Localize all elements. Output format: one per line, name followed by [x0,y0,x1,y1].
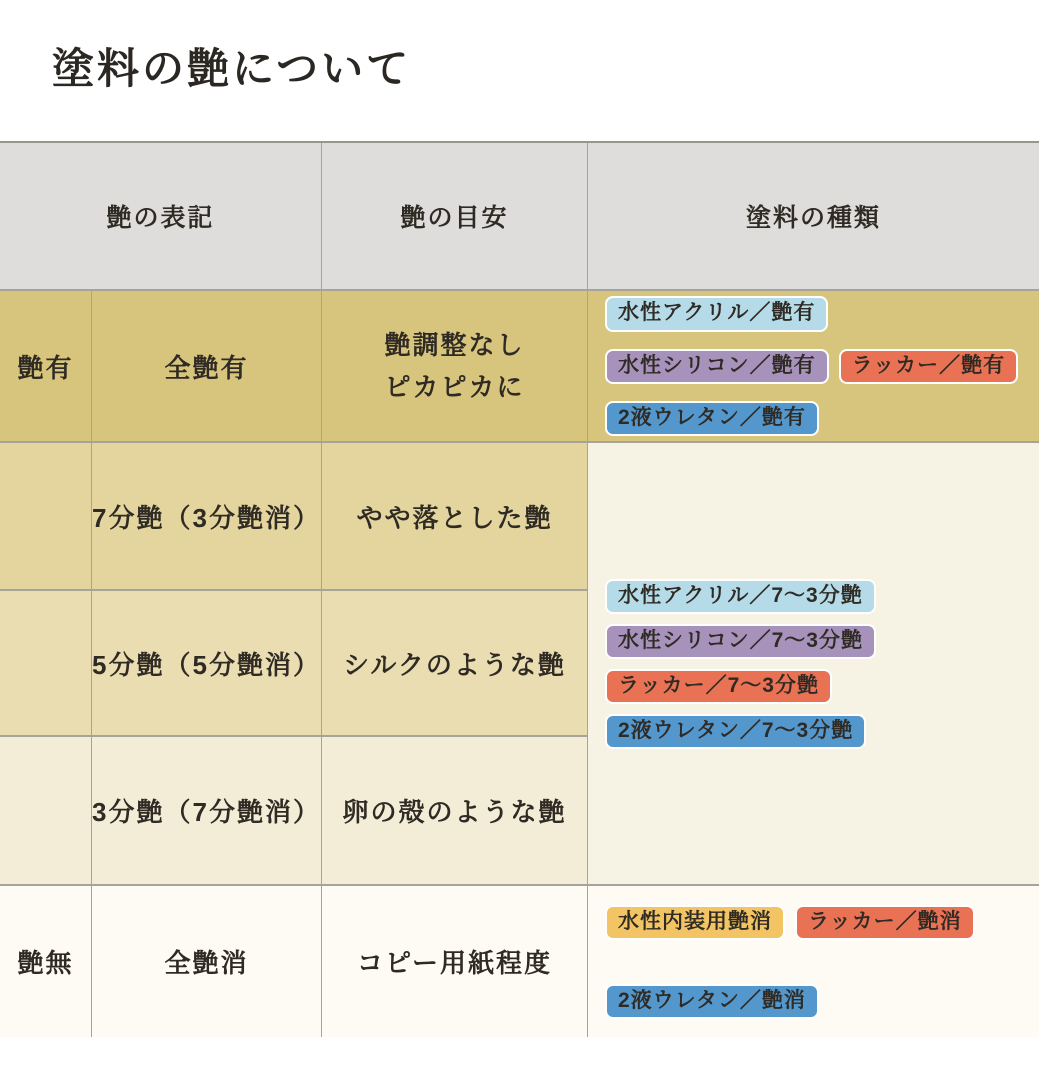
notation-full-matte: 全艶消 [92,886,322,1037]
paint-type-badge: 2液ウレタン／7～3分艶 [605,714,866,749]
paint-type-badge: 2液ウレタン／艶有 [605,401,819,436]
category-spacer-3 [0,737,92,886]
guideline-5bu-gloss: シルクのような艶 [322,591,588,737]
paint-type-badge: ラッカー／艶有 [839,349,1019,384]
guideline-3bu-gloss: 卵の殻のような艶 [322,737,588,886]
notation-7bu-gloss: 7分艶（3分艶消） [92,443,322,591]
header-paint-types: 塗料の種類 [588,143,1039,291]
paint-type-badge: ラッカー／艶消 [795,905,975,940]
notation-3bu-gloss: 3分艶（7分艶消） [92,737,322,886]
category-spacer-7 [0,443,92,591]
paint-type-badge: 水性シリコン／7～3分艶 [605,624,876,659]
category-spacer-5 [0,591,92,737]
paint-types-matte [588,886,1039,1037]
paint-type-badge: ラッカー／7～3分艶 [605,669,832,704]
paint-type-badge: 2液ウレタン／艶消 [605,984,819,1019]
category-matte: 艶無 [0,886,92,1037]
category-glossy: 艶有 [0,291,92,443]
paint-type-badge: 水性シリコン／艶有 [605,349,829,384]
notation-5bu-gloss: 5分艶（5分艶消） [92,591,322,737]
paint-type-badge: 水性アクリル／7～3分艶 [605,579,876,614]
paint-type-badge: 水性内装用艶消 [605,905,785,940]
header-gloss-guideline: 艶の目安 [322,143,588,291]
header-gloss-notation: 艶の表記 [0,143,322,291]
guideline-full-matte: コピー用紙程度 [322,886,588,1037]
paint-types-glossy [588,291,1039,443]
gloss-table [0,141,1039,1037]
paint-types-mid-gloss [588,443,1039,886]
guideline-full-gloss [322,291,588,443]
guideline-7bu-gloss: やや落とした艶 [322,443,588,591]
page-title: 塗料の艶について [52,45,412,92]
guideline-full-gloss-text: 艶調整なし ピカピカに [384,329,525,403]
notation-full-gloss: 全艶有 [92,291,322,443]
paint-type-badge: 水性アクリル／艶有 [605,296,828,331]
